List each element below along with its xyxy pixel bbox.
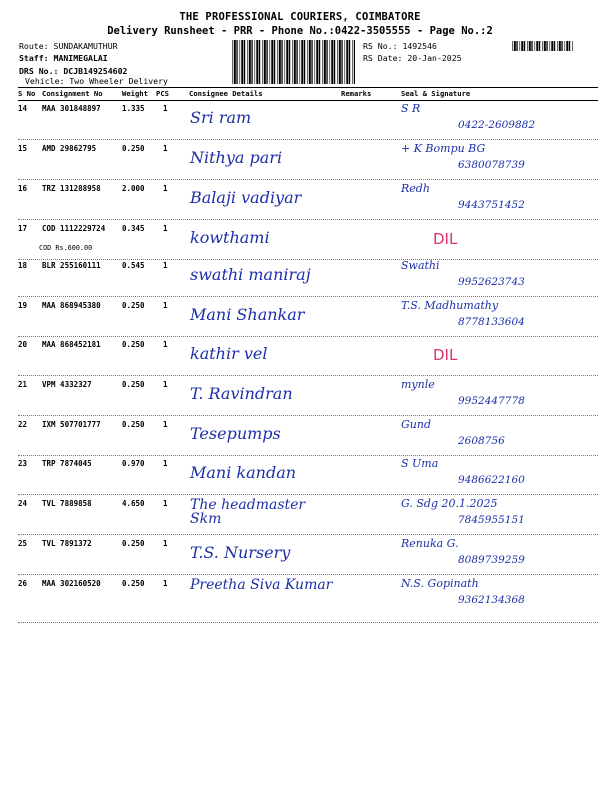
consignee-handwriting: Preetha Siva Kumar	[190, 577, 333, 593]
barcode-bar	[289, 40, 290, 84]
barcode-bar	[516, 41, 517, 51]
recipient-phone: 8089739259	[458, 554, 525, 566]
weight-cell: 4.650	[122, 499, 145, 508]
pcs-cell: 1	[163, 104, 168, 113]
signature-mark: DIL	[433, 346, 458, 364]
recipient-phone: 9362134368	[458, 594, 525, 606]
pcs-cell: 1	[163, 420, 168, 429]
table-row	[18, 336, 598, 376]
barcode-bar	[300, 40, 301, 84]
table-row	[18, 535, 598, 575]
table-row	[18, 416, 598, 456]
recipient-phone: 9443751452	[458, 199, 525, 211]
barcode-bar	[236, 40, 237, 84]
barcode-bar	[550, 41, 551, 51]
barcode-bar	[247, 40, 248, 84]
barcode-bar	[301, 40, 303, 84]
vehicle-line: Vehicle: Two Wheeler Delivery	[25, 76, 168, 86]
sno-cell: 25	[18, 539, 28, 548]
barcode-bar	[551, 41, 553, 51]
pcs-cell: 1	[163, 380, 168, 389]
consignment-cell: MAA 301848897	[42, 104, 101, 113]
barcode-bar	[285, 40, 286, 84]
col-weight: Weight	[122, 89, 148, 98]
table-row	[18, 100, 598, 140]
signature-mark: T.S. Madhumathy	[401, 299, 499, 312]
barcode-bar	[249, 40, 251, 84]
table-row	[18, 220, 598, 260]
signature-mark: S Uma	[401, 457, 439, 470]
recipient-phone: 2608756	[458, 435, 505, 447]
barcode-bar	[565, 41, 566, 51]
signature-mark: Redh	[401, 182, 430, 195]
consignment-cell: MAA 868452181	[42, 340, 101, 349]
consignee-handwriting: Balaji vadiyar	[190, 188, 302, 207]
consignee-handwriting: kowthami	[190, 228, 270, 247]
pcs-cell: 1	[163, 579, 168, 588]
sno-cell: 16	[18, 184, 28, 193]
barcode-bar	[262, 40, 263, 84]
signature-mark: Swathi	[401, 259, 440, 272]
sno-cell: 22	[18, 420, 28, 429]
table-row	[18, 257, 598, 297]
recipient-phone: 8778133604	[458, 316, 525, 328]
consignee-handwriting: kathir vel	[190, 344, 268, 363]
consignee-handwriting: T. Ravindran	[190, 384, 293, 403]
recipient-phone: 9952447778	[458, 395, 525, 407]
barcode-bar	[531, 41, 532, 51]
weight-cell: 0.250	[122, 420, 145, 429]
barcode-bar	[322, 40, 323, 84]
signature-mark: G. Sdg 20.1.2025	[401, 497, 498, 510]
weight-cell: 2.000	[122, 184, 145, 193]
signature-mark: mynle	[401, 378, 435, 391]
pcs-cell: 1	[163, 224, 168, 233]
barcode-bar	[309, 40, 311, 84]
barcode-bar	[307, 40, 308, 84]
table-header	[18, 87, 598, 101]
barcode-bar	[554, 41, 555, 51]
signature-mark: N.S. Gopinath	[401, 577, 479, 590]
barcode-bar	[544, 41, 546, 51]
barcode-bar	[304, 40, 305, 84]
signature-mark: DIL	[433, 230, 458, 248]
pcs-cell: 1	[163, 144, 168, 153]
weight-cell: 0.250	[122, 340, 145, 349]
consignment-cell: BLR 255160111	[42, 261, 101, 270]
consignee-handwriting: T.S. Nursery	[190, 543, 291, 562]
barcode-bar	[542, 41, 543, 51]
staff-line: Staff: MANIMEGALAI	[19, 53, 108, 63]
weight-cell: 1.335	[122, 104, 145, 113]
barcode-bar	[354, 40, 355, 84]
pcs-cell: 1	[163, 301, 168, 310]
barcode-bar	[274, 40, 275, 84]
col-sno: S No	[18, 89, 36, 98]
barcode-bar	[240, 40, 241, 84]
barcode-bar	[234, 40, 236, 84]
barcode-bar	[292, 40, 293, 84]
barcode-bar	[572, 41, 573, 51]
recipient-phone: 9952623743	[458, 276, 525, 288]
barcode-bar	[259, 40, 260, 84]
consignment-cell: AMD 29862795	[42, 144, 97, 153]
barcode-bar	[561, 41, 562, 51]
company-title: THE PROFESSIONAL COURIERS, COIMBATORE	[179, 11, 421, 23]
consignment-cell: MAA 868945380	[42, 301, 101, 310]
col-consignment: Consignment No	[42, 89, 103, 98]
sno-cell: 26	[18, 579, 28, 588]
route-line: Route: SUNDAKAMUTHUR	[19, 41, 118, 51]
consignee-handwriting: Mani kandan	[190, 463, 297, 482]
recipient-phone: 7845955151	[458, 514, 525, 526]
col-remarks: Remarks	[341, 89, 372, 98]
recipient-phone: 9486622160	[458, 474, 525, 486]
barcode-bar	[270, 40, 271, 84]
barcode-bar	[286, 40, 288, 84]
barcode-bar	[339, 40, 341, 84]
pcs-cell: 1	[163, 539, 168, 548]
barcode	[232, 40, 355, 84]
barcode-bar	[557, 41, 558, 51]
table-row	[18, 495, 598, 535]
weight-cell: 0.545	[122, 261, 145, 270]
rs-date-line: RS Date: 20-Jan-2025	[363, 53, 462, 63]
barcode-bar	[521, 41, 523, 51]
barcode-bar	[251, 40, 252, 84]
runsheet-subtitle: Delivery Runsheet - PRR - Phone No.:0422-3505555 - Page No.:2	[107, 25, 493, 37]
weight-cell: 0.250	[122, 301, 145, 310]
pcs-cell: 1	[163, 499, 168, 508]
weight-cell: 0.970	[122, 459, 145, 468]
consignment-cell: VPM 4332327	[42, 380, 92, 389]
barcode-bar	[319, 40, 320, 84]
pcs-cell: 1	[163, 261, 168, 270]
consignment-cell: MAA 302160520	[42, 579, 101, 588]
barcode-bar	[341, 40, 342, 84]
barcode-bar	[546, 41, 547, 51]
barcode-bar	[524, 41, 525, 51]
barcode-bar	[334, 40, 335, 84]
barcode-bar	[346, 40, 348, 84]
col-signature: Seal & Signature	[401, 89, 471, 98]
consignee-handwriting: Nithya pari	[190, 148, 283, 167]
weight-cell: 0.250	[122, 380, 145, 389]
sno-cell: 14	[18, 104, 28, 113]
consignment-cell: TVL 7889858	[42, 499, 92, 508]
consignment-cell: COD 1112229724	[42, 224, 106, 233]
barcode-bar	[324, 40, 326, 84]
barcode-bar	[331, 40, 333, 84]
consignee-handwriting: swathi maniraj	[190, 265, 311, 284]
barcode-bar	[279, 40, 281, 84]
rs-no-line: RS No.: 1492546	[363, 41, 437, 51]
table-row	[18, 297, 598, 337]
table-row	[18, 180, 598, 220]
barcode-bar	[241, 40, 243, 84]
consignment-cell: TRZ 131288958	[42, 184, 101, 193]
table-row	[18, 575, 598, 623]
barcode-bar	[244, 40, 245, 84]
consignment-cell: IXM 507701777	[42, 420, 101, 429]
barcode-bar	[559, 41, 561, 51]
weight-cell: 0.250	[122, 579, 145, 588]
barcode-bar	[315, 40, 316, 84]
barcode-bar	[296, 40, 297, 84]
sno-cell: 20	[18, 340, 28, 349]
sno-cell: 18	[18, 261, 28, 270]
barcode-bar	[294, 40, 296, 84]
pcs-cell: 1	[163, 340, 168, 349]
barcode-bar	[256, 40, 258, 84]
sno-cell: 24	[18, 499, 28, 508]
barcode-bar	[514, 41, 516, 51]
pcs-cell: 1	[163, 184, 168, 193]
col-pcs: PCS	[156, 89, 169, 98]
consignment-cell: TRP 7874045	[42, 459, 92, 468]
barcode-bar	[349, 40, 350, 84]
consignment-cell: TVL 7891372	[42, 539, 92, 548]
table-row	[18, 140, 598, 180]
sno-cell: 23	[18, 459, 28, 468]
mini-barcode	[512, 41, 574, 51]
cod-amount: COD Rs.600.00	[39, 244, 93, 252]
signature-mark: S R	[401, 102, 421, 115]
col-consignee: Consignee Details	[189, 89, 263, 98]
sno-cell: 15	[18, 144, 28, 153]
table-row	[18, 376, 598, 416]
barcode-bar	[512, 41, 513, 51]
sno-cell: 17	[18, 224, 28, 233]
barcode-bar	[520, 41, 521, 51]
recipient-phone: 0422-2609882	[458, 119, 536, 131]
consignee-handwriting: Sri ram	[190, 108, 252, 127]
sno-cell: 21	[18, 380, 28, 389]
barcode-bar	[535, 41, 536, 51]
consignee-handwriting: The headmaster Skm	[190, 497, 306, 527]
barcode-bar	[316, 40, 318, 84]
signature-mark: Renuka G.	[401, 537, 459, 550]
barcode-bar	[281, 40, 282, 84]
barcode-bar	[539, 41, 540, 51]
barcode-bar	[527, 41, 528, 51]
barcode-bar	[311, 40, 312, 84]
barcode-bar	[266, 40, 267, 84]
barcode-bar	[337, 40, 338, 84]
pcs-cell: 1	[163, 459, 168, 468]
barcode-bar	[264, 40, 266, 84]
consignee-handwriting: Tesepumps	[190, 424, 281, 443]
barcode-bar	[271, 40, 273, 84]
signature-mark: Gund	[401, 418, 431, 431]
weight-cell: 0.345	[122, 224, 145, 233]
signature-mark: + K Bompu BG	[401, 142, 486, 155]
barcode-bar	[330, 40, 331, 84]
barcode-bar	[569, 41, 570, 51]
barcode-bar	[352, 40, 353, 84]
weight-cell: 0.250	[122, 539, 145, 548]
barcode-bar	[326, 40, 327, 84]
drs-line: DRS No.: DCJB149254602	[19, 66, 128, 76]
barcode-bar	[345, 40, 346, 84]
barcode-bar	[277, 40, 278, 84]
barcode-bar	[536, 41, 538, 51]
table-row	[18, 455, 598, 495]
sno-cell: 19	[18, 301, 28, 310]
barcode-bar	[232, 40, 233, 84]
barcode-bar	[255, 40, 256, 84]
barcode-bar	[566, 41, 568, 51]
barcode-bar	[529, 41, 531, 51]
consignee-handwriting: Mani Shankar	[190, 305, 305, 324]
weight-cell: 0.250	[122, 144, 145, 153]
recipient-phone: 6380078739	[458, 159, 525, 171]
